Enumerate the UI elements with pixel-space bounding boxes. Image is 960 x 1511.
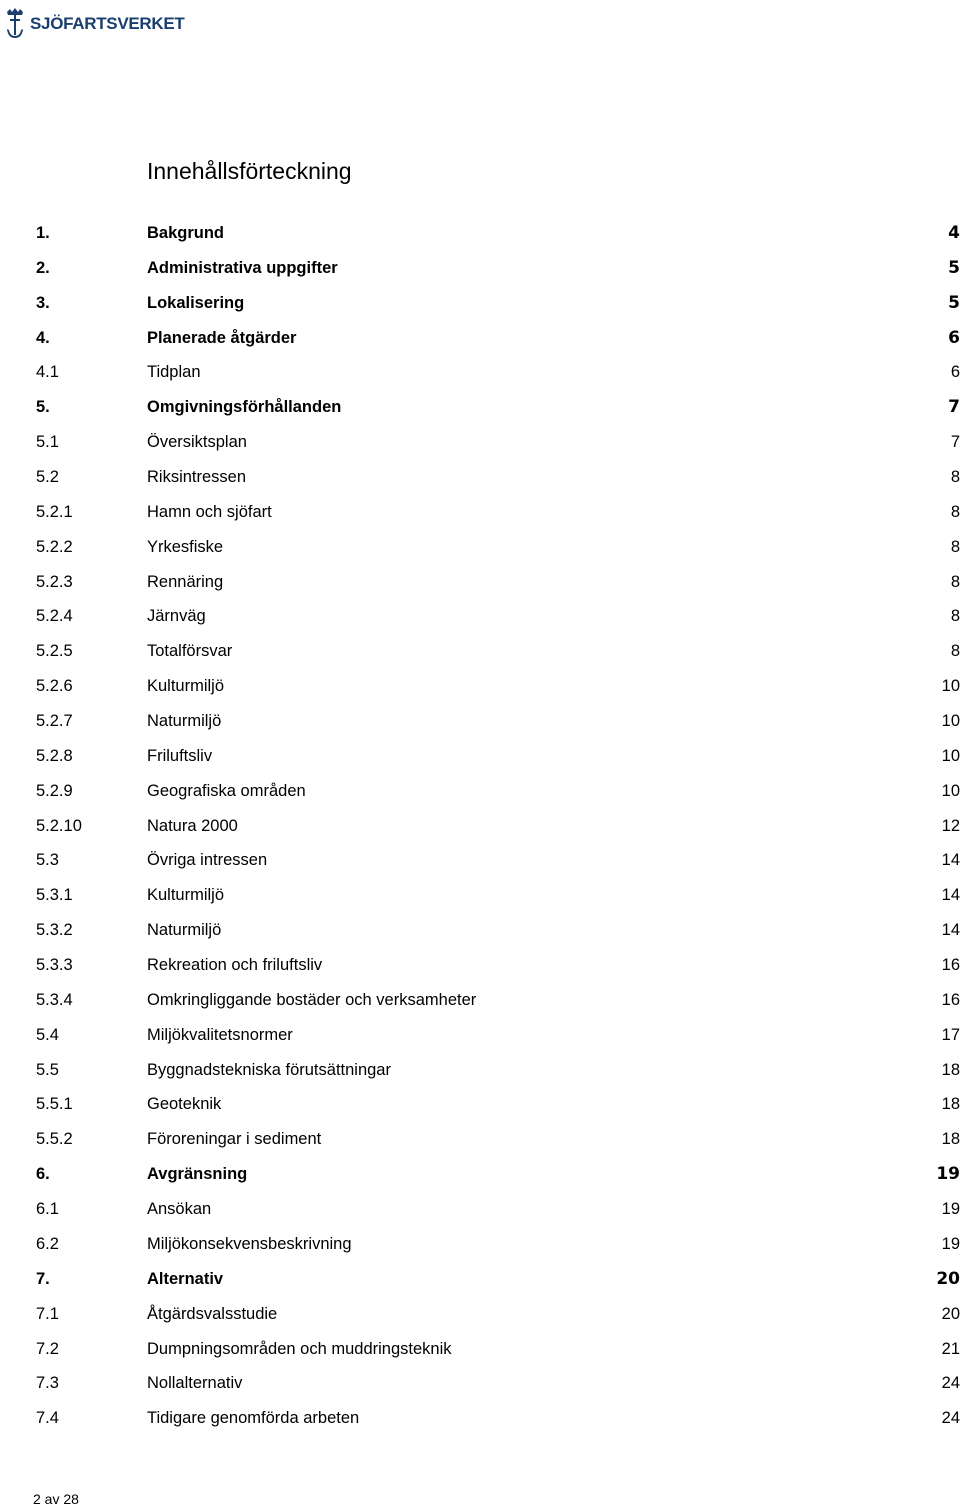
- dot-leader: [226, 570, 939, 587]
- toc-entry-page: 5: [948, 257, 960, 278]
- toc-entry-number: 5.2.1: [36, 502, 73, 521]
- dot-leader: [355, 1232, 939, 1249]
- toc-entry-page: 16: [941, 956, 960, 975]
- dot-leader: [247, 291, 939, 308]
- toc-entry-title: Dumpningsområden och muddringsteknik: [147, 1339, 452, 1358]
- toc-entry-page: 14: [941, 886, 960, 905]
- toc-entry-title: Föroreningar i sediment: [147, 1130, 322, 1149]
- dot-leader: [224, 710, 938, 727]
- page-title: Innehållsförteckning: [147, 158, 352, 184]
- toc-entry[interactable]: [36, 1366, 960, 1401]
- dot-leader: [249, 466, 939, 483]
- toc-entry-title: Yrkesfiske: [147, 537, 224, 556]
- dot-leader: [214, 1198, 938, 1215]
- toc-entry-title: Hamn och sjöfart: [147, 502, 272, 521]
- toc-entry-page: 18: [941, 1130, 960, 1149]
- dot-leader: [226, 1267, 933, 1284]
- table-of-contents: [36, 216, 960, 1436]
- toc-entry-page: 12: [941, 816, 960, 835]
- toc-entry-title: Tidplan: [147, 363, 201, 382]
- toc-entry[interactable]: [36, 565, 960, 600]
- dot-leader: [296, 1023, 939, 1040]
- toc-entry-number: 7.2: [36, 1339, 59, 1358]
- toc-entry-title: Kulturmiljö: [147, 677, 225, 696]
- toc-entry-page: 17: [941, 1025, 960, 1044]
- toc-entry-number: 5.2.2: [36, 537, 73, 556]
- toc-entry-title: Byggnadstekniska förutsättningar: [147, 1060, 391, 1079]
- toc-entry-page: 20: [936, 1268, 960, 1289]
- toc-entry-number: 7.: [36, 1269, 50, 1288]
- toc-entry-page: 20: [941, 1304, 960, 1323]
- toc-entry-page: 10: [941, 677, 960, 696]
- toc-entry[interactable]: [36, 1157, 960, 1192]
- toc-entry[interactable]: [36, 1262, 960, 1297]
- toc-entry-number: 5.2: [36, 468, 59, 487]
- toc-entry[interactable]: [36, 634, 960, 669]
- toc-entry-number: 5.2.8: [36, 746, 73, 765]
- dot-leader: [324, 1128, 938, 1145]
- dot-leader: [224, 1093, 938, 1110]
- toc-entry-number: 7.1: [36, 1304, 59, 1323]
- toc-entry-number: 5.5: [36, 1060, 59, 1079]
- toc-entry-page: 8: [950, 537, 960, 556]
- toc-entry-title: Rennäring: [147, 572, 224, 591]
- toc-entry-number: 1.: [36, 224, 50, 242]
- toc-entry-title: Totalförsvar: [147, 642, 233, 661]
- toc-entry[interactable]: [36, 355, 960, 390]
- toc-entry[interactable]: [36, 1401, 960, 1436]
- toc-entry-title: Bakgrund: [147, 224, 225, 242]
- toc-entry[interactable]: [36, 1227, 960, 1262]
- toc-entry-page: 8: [950, 502, 960, 521]
- toc-entry-number: 5.2.9: [36, 781, 73, 800]
- toc-entry[interactable]: [36, 1332, 960, 1367]
- toc-entry-title: Naturmiljö: [147, 921, 222, 940]
- toc-entry-page: 24: [941, 1409, 960, 1428]
- toc-entry-page: 7: [948, 397, 960, 418]
- toc-entry[interactable]: [36, 495, 960, 530]
- toc-entry-page: 14: [941, 851, 960, 870]
- toc-entry-page: 24: [941, 1374, 960, 1393]
- toc-entry-title: Åtgärdsvalsstudie: [147, 1304, 278, 1323]
- dot-leader: [309, 779, 939, 796]
- toc-entry-title: Miljökvalitetsnormer: [147, 1025, 293, 1044]
- toc-entry-number: 5.2.10: [36, 816, 82, 835]
- toc-entry-page: 10: [941, 712, 960, 731]
- toc-entry-page: 8: [950, 468, 960, 487]
- toc-entry-number: 5.3.1: [36, 886, 73, 905]
- dot-leader: [250, 1163, 933, 1180]
- toc-entry-title: Naturmiljö: [147, 712, 222, 731]
- toc-entry[interactable]: [36, 1053, 960, 1088]
- dot-leader: [280, 1302, 938, 1319]
- toc-entry-title: Översiktsplan: [147, 433, 247, 452]
- toc-entry[interactable]: [36, 286, 960, 321]
- dot-leader: [227, 884, 939, 901]
- toc-entry[interactable]: [36, 251, 960, 286]
- toc-entry[interactable]: [36, 983, 960, 1018]
- toc-entry-number: 4.1: [36, 363, 59, 382]
- logo-wordmark: SJÖFARTSVERKET: [30, 14, 185, 33]
- toc-entry-number: 5.3.3: [36, 956, 73, 975]
- toc-entry-title: Alternativ: [147, 1269, 224, 1288]
- toc-entry[interactable]: [36, 739, 960, 774]
- toc-entry-page: 8: [950, 572, 960, 591]
- toc-entry-number: 5.1: [36, 433, 59, 452]
- toc-entry-title: Lokalisering: [147, 293, 245, 312]
- dot-leader: [224, 919, 938, 936]
- dot-leader: [299, 326, 939, 343]
- dot-leader: [362, 1407, 938, 1424]
- dot-leader: [209, 605, 939, 622]
- toc-entry-title: Avgränsning: [147, 1165, 248, 1184]
- toc-entry-page: 19: [941, 1200, 960, 1219]
- toc-entry-page: 21: [941, 1339, 960, 1358]
- toc-entry[interactable]: [36, 1018, 960, 1053]
- toc-entry-title: Omkringliggande bostäder och verksamheter: [147, 990, 477, 1009]
- dot-leader: [227, 675, 939, 692]
- dot-leader: [341, 256, 939, 273]
- toc-entry-number: 5.2.3: [36, 572, 73, 591]
- toc-entry-number: 5.5.1: [36, 1095, 73, 1114]
- toc-entry-title: Tidigare genomförda arbeten: [147, 1409, 360, 1428]
- toc-entry-page: 4: [948, 223, 960, 243]
- toc-entry[interactable]: [36, 704, 960, 739]
- page-number: 2 av 28: [33, 1491, 79, 1507]
- toc-entry-page: 8: [950, 607, 960, 626]
- toc-entry-page: 19: [936, 1164, 960, 1185]
- toc-entry[interactable]: [36, 425, 960, 460]
- toc-entry-title: Geoteknik: [147, 1095, 222, 1114]
- toc-entry-number: 3.: [36, 293, 50, 312]
- toc-entry-number: 5.2.5: [36, 642, 73, 661]
- toc-entry[interactable]: [36, 1087, 960, 1122]
- toc-entry[interactable]: [36, 390, 960, 425]
- dot-leader: [245, 1372, 938, 1389]
- dot-leader: [394, 1058, 939, 1075]
- dot-leader: [275, 500, 939, 517]
- toc-entry-title: Miljökonsekvensbeskrivning: [147, 1234, 352, 1253]
- toc-entry-title: Övriga intressen: [147, 851, 268, 870]
- toc-entry-number: 5.5.2: [36, 1130, 73, 1149]
- toc-entry-number: 4.: [36, 328, 50, 347]
- toc-entry-page: 16: [941, 990, 960, 1009]
- toc-entry-title: Riksintressen: [147, 468, 247, 487]
- dot-leader: [227, 222, 939, 239]
- toc-entry-title: Rekreation och friluftsliv: [147, 956, 323, 975]
- toc-entry-title: Kulturmiljö: [147, 886, 225, 905]
- dot-leader: [204, 361, 939, 378]
- toc-entry-page: 8: [950, 642, 960, 661]
- toc-entry-page: 18: [941, 1095, 960, 1114]
- toc-entry-title: Natura 2000: [147, 816, 238, 835]
- toc-entry-title: Nollalternativ: [147, 1374, 243, 1393]
- toc-entry-number: 5.2.4: [36, 607, 73, 626]
- toc-entry[interactable]: [36, 1122, 960, 1157]
- toc-entry-number: 6.1: [36, 1200, 59, 1219]
- toc-entry-number: 7.3: [36, 1374, 59, 1393]
- toc-entry-number: 6.: [36, 1165, 50, 1184]
- toc-entry-title: Ansökan: [147, 1200, 212, 1219]
- toc-entry[interactable]: [36, 530, 960, 565]
- toc-entry[interactable]: [36, 878, 960, 913]
- dot-leader: [325, 954, 938, 971]
- toc-entry-page: 19: [941, 1234, 960, 1253]
- toc-entry-number: 7.4: [36, 1409, 59, 1428]
- toc-entry-page: 7: [950, 433, 960, 452]
- toc-entry-page: 18: [941, 1060, 960, 1079]
- toc-entry[interactable]: [36, 599, 960, 634]
- crown-anchor-icon: [4, 7, 26, 41]
- toc-entry-number: 2.: [36, 258, 50, 277]
- toc-entry-number: 5.: [36, 398, 50, 417]
- toc-entry-number: 5.3.2: [36, 921, 73, 940]
- toc-entry-title: Friluftsliv: [147, 746, 213, 765]
- toc-entry-title: Omgivningsförhållanden: [147, 398, 342, 417]
- dot-leader: [241, 814, 939, 831]
- dot-leader: [235, 640, 939, 657]
- toc-entry[interactable]: [36, 321, 960, 356]
- dot-leader: [479, 988, 938, 1005]
- toc-entry[interactable]: [36, 843, 960, 878]
- toc-entry-title: Administrativa uppgifter: [147, 258, 338, 277]
- toc-entry[interactable]: [36, 1297, 960, 1332]
- dot-leader: [215, 744, 939, 761]
- toc-entry-page: 5: [948, 292, 960, 313]
- toc-entry-number: 5.3: [36, 851, 59, 870]
- toc-entry[interactable]: [36, 809, 960, 844]
- toc-entry-page: 14: [941, 921, 960, 940]
- toc-entry-number: 5.2.7: [36, 712, 73, 731]
- toc-entry-page: 6: [950, 363, 960, 382]
- toc-entry-title: Järnväg: [147, 607, 206, 626]
- toc-entry-number: 5.3.4: [36, 990, 73, 1009]
- sjofartsverket-logo: [4, 6, 185, 42]
- toc-entry[interactable]: [36, 774, 960, 809]
- toc-entry[interactable]: [36, 216, 960, 251]
- toc-entry[interactable]: [36, 948, 960, 983]
- toc-entry-number: 6.2: [36, 1234, 59, 1253]
- toc-entry-number: 5.4: [36, 1025, 59, 1044]
- dot-leader: [344, 396, 939, 413]
- toc-entry[interactable]: [36, 913, 960, 948]
- toc-entry-title: Planerade åtgärder: [147, 328, 297, 347]
- toc-entry-number: 5.2.6: [36, 677, 73, 696]
- dot-leader: [270, 849, 939, 866]
- toc-entry[interactable]: [36, 460, 960, 495]
- toc-entry[interactable]: [36, 669, 960, 704]
- toc-entry[interactable]: [36, 1192, 960, 1227]
- toc-entry-page: 10: [941, 746, 960, 765]
- toc-entry-page: 10: [941, 781, 960, 800]
- dot-leader: [226, 535, 939, 552]
- dot-leader: [250, 431, 939, 448]
- toc-entry-page: 6: [948, 327, 960, 348]
- dot-leader: [455, 1337, 939, 1354]
- toc-entry-title: Geografiska områden: [147, 781, 306, 800]
